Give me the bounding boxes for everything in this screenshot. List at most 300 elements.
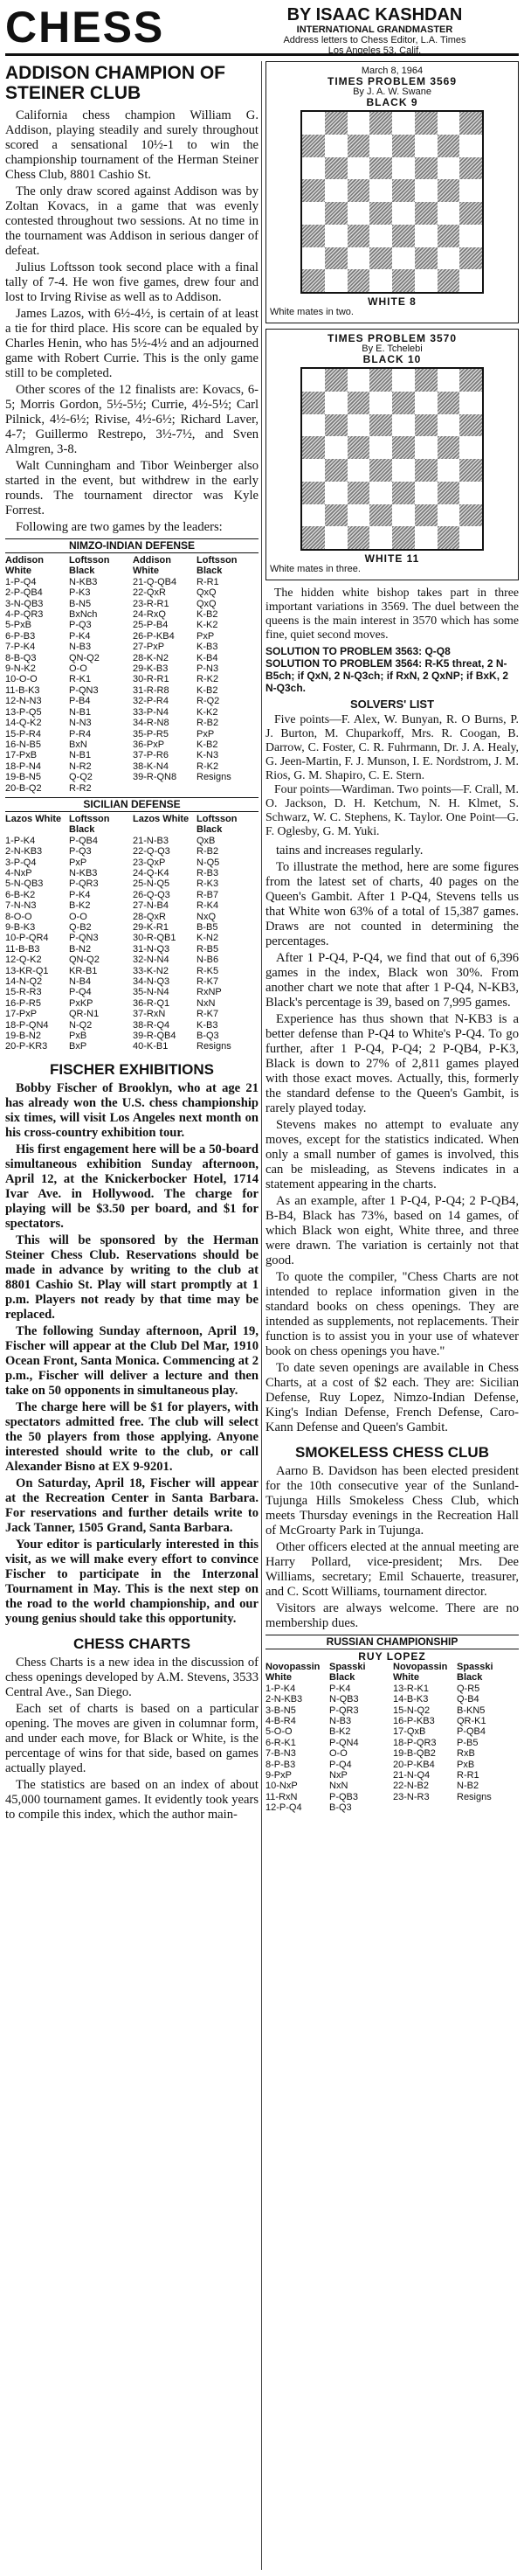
move-cell: BxNch — [69, 609, 98, 621]
move-cell — [133, 783, 195, 794]
board-square — [369, 504, 392, 527]
move-cell: 34-R-N8 — [133, 718, 169, 729]
move-cell: 25-P-B4 — [133, 620, 169, 631]
move-cell: 13-P-Q5 — [5, 706, 42, 718]
move-cell: 8-O-O — [5, 911, 32, 922]
move-cell: N-B4 — [69, 976, 92, 988]
board-square — [302, 482, 325, 504]
board-square — [459, 179, 482, 202]
board-square — [438, 112, 460, 135]
game-title: RUSSIAN CHAMPIONSHIP — [265, 1635, 519, 1649]
board-square — [325, 504, 348, 527]
move-cell: 5-O-O — [265, 1726, 293, 1738]
move-cell: R-K7 — [196, 976, 219, 988]
game-title: NIMZO-INDIAN DEFENSE — [5, 538, 259, 553]
move-cell: 8-B-Q3 — [5, 652, 37, 663]
board-square — [459, 436, 482, 459]
move-cell: R-K1 — [69, 674, 92, 685]
board-square — [415, 157, 438, 180]
move-cell: R-B7 — [196, 889, 219, 900]
move-cell: KR-B1 — [69, 965, 98, 976]
problem-author: By J. A. W. Swane — [353, 87, 431, 97]
board-square — [369, 526, 392, 549]
move-cell: N-B3 — [329, 1716, 352, 1727]
board-square — [438, 179, 460, 202]
white-piece-count: WHITE 8 — [368, 295, 417, 308]
move-cell: 3-N-QB3 — [5, 598, 44, 609]
move-cell: R-K4 — [196, 900, 219, 912]
move-cell: 16-N-B5 — [5, 739, 41, 750]
move-cell: 10-NxP — [265, 1781, 298, 1792]
game-column-header: Spasski Black — [457, 1662, 493, 1684]
board-square — [369, 112, 392, 135]
move-cell: B-Q3 — [329, 1802, 352, 1814]
move-cell: 26-P-KB4 — [133, 630, 175, 642]
board-square — [438, 392, 460, 414]
move-cell: B-N2 — [69, 943, 92, 955]
board-square — [325, 225, 348, 247]
move-cell: BxN — [69, 739, 87, 750]
right-column — [265, 61, 519, 2570]
move-cell: 2-N-KB3 — [265, 1694, 303, 1705]
board-square — [369, 202, 392, 225]
left-column — [5, 61, 259, 2570]
board-square — [348, 179, 370, 202]
board-square — [459, 414, 482, 437]
board-square — [392, 436, 415, 459]
section-heading: SMOKELESS CHESS CLUB — [295, 1444, 489, 1461]
move-cell: R-K5 — [196, 965, 219, 976]
move-cell: 20-P-KR3 — [5, 1041, 48, 1052]
move-cell: 8-P-B3 — [265, 1759, 296, 1770]
move-cell: 4-NxP — [5, 867, 32, 878]
move-cell: QR-N1 — [69, 1009, 100, 1020]
move-cell: NxP — [329, 1770, 348, 1781]
board-square — [415, 112, 438, 135]
board-square — [392, 135, 415, 157]
move-cell: N-QB3 — [329, 1694, 359, 1705]
move-cell: N-B2 — [457, 1781, 479, 1792]
board-square — [459, 482, 482, 504]
move-cell: 21-N-Q4 — [393, 1770, 431, 1781]
move-cell: 15-N-Q2 — [393, 1705, 431, 1716]
board-square — [459, 225, 482, 247]
move-cell: 13-KR-Q1 — [5, 965, 49, 976]
move-cell: K-B2 — [196, 739, 218, 750]
article-paragraph: Your editor is particularly interested in this visit, as we will make every effort to convince Fischer to participate in the Interzonal Tournament in May. This is the next step on the road to the world championship, and our young genius should take this opportunity. — [5, 1537, 259, 1626]
game-title: SICILIAN DEFENSE — [5, 797, 259, 812]
move-cell: B-K2 — [69, 900, 91, 912]
board-square — [415, 459, 438, 482]
board-square — [369, 135, 392, 157]
move-cell: 17-PxB — [5, 750, 38, 761]
board-square — [348, 414, 370, 437]
move-cell: 5-PxB — [5, 620, 31, 631]
move-cell: 12-Q-K2 — [5, 955, 42, 966]
move-cell: Resigns — [196, 772, 231, 783]
move-cell: 37-RxN — [133, 1009, 166, 1020]
board-square — [302, 179, 325, 202]
move-cell: 12-N-N3 — [5, 696, 42, 707]
game-column-header: Lazos White — [5, 813, 62, 824]
board-square — [302, 436, 325, 459]
section-heading: SOLVERS' LIST — [349, 698, 435, 711]
move-cell: K-N2 — [196, 933, 219, 944]
board-square — [415, 504, 438, 527]
board-square — [459, 269, 482, 292]
move-cell: 11-B-K3 — [5, 684, 40, 696]
board-square — [325, 179, 348, 202]
board-square — [348, 247, 370, 270]
board-square — [459, 504, 482, 527]
board-square — [325, 112, 348, 135]
problem-diagram — [265, 61, 519, 323]
move-cell: 4-P-QR3 — [5, 609, 44, 621]
move-cell: 3-B-N5 — [265, 1705, 296, 1716]
move-cell: 15-P-R4 — [5, 728, 41, 739]
board-square — [415, 414, 438, 437]
move-cell: 30-R-QB1 — [133, 933, 176, 944]
board-square — [348, 459, 370, 482]
move-cell: 32-P-R4 — [133, 696, 169, 707]
article-paragraph: Following are two games by the leaders: — [16, 520, 223, 534]
move-cell: P-QR3 — [69, 878, 99, 890]
move-cell: 28-K-N2 — [133, 652, 169, 663]
move-cell: Resigns — [457, 1791, 492, 1802]
board-square — [459, 247, 482, 270]
move-cell: 39-R-QB4 — [133, 1031, 176, 1042]
move-cell: 28-QxR — [133, 911, 166, 922]
move-cell: K-B4 — [196, 652, 218, 663]
chess-board — [300, 367, 484, 551]
move-cell: N-KB3 — [69, 576, 98, 587]
move-cell: 38-R-Q4 — [133, 1019, 170, 1031]
board-square — [392, 202, 415, 225]
move-cell: K-K2 — [196, 620, 218, 631]
board-square — [348, 436, 370, 459]
move-cell: P-QN3 — [69, 684, 99, 696]
board-square — [438, 202, 460, 225]
game-score-table — [5, 555, 259, 794]
move-cell: K-N3 — [196, 750, 219, 761]
board-square — [459, 202, 482, 225]
game-column-header: Spasski Black — [329, 1662, 366, 1684]
board-square — [459, 526, 482, 549]
move-cell: RxB — [457, 1748, 475, 1760]
charts-article-continued — [265, 844, 519, 1435]
move-cell: 19-B-QB2 — [393, 1748, 436, 1760]
board-square — [302, 459, 325, 482]
board-square — [459, 112, 482, 135]
move-cell: 23-QxP — [133, 857, 166, 868]
board-square — [325, 369, 348, 392]
move-cell: K-B3 — [196, 642, 218, 653]
article-paragraph: Walt Cunningham and Tibor Weinberger also started in the event, but withdrew in the early rounds. The tournament director was Kyle Forrest. — [5, 459, 259, 517]
game-column-header: Addison White — [133, 555, 171, 577]
page-title: CHESS — [5, 3, 165, 52]
move-cell: B-B5 — [196, 922, 218, 933]
stipulation: White mates in two. — [270, 307, 354, 317]
board-square — [392, 369, 415, 392]
board-square — [325, 414, 348, 437]
move-cell: B-K2 — [329, 1726, 351, 1738]
stipulation: White mates in three. — [270, 564, 361, 574]
move-cell: P-QB3 — [329, 1791, 359, 1802]
move-cell: N-B6 — [196, 955, 219, 966]
move-cell: P-QR3 — [329, 1705, 359, 1716]
board-square — [325, 247, 348, 270]
move-cell: N-Q2 — [69, 1019, 93, 1031]
move-cell: R-R1 — [457, 1770, 479, 1781]
board-square — [369, 436, 392, 459]
move-cell: 38-K-N4 — [133, 760, 169, 772]
move-cell: R-K7 — [196, 1009, 219, 1020]
move-cell: PxKP — [69, 997, 93, 1009]
move-cell: PxP — [69, 857, 87, 868]
board-square — [438, 225, 460, 247]
solutions — [265, 645, 519, 694]
move-cell: O-O — [69, 911, 87, 922]
article-paragraph: James Lazos, with 6½-4½, is certain of at least a tie for third place. His score can be equaled by Charles Henin, who has 5½-4½ and an adjourned game with Robert Currie. This is the only game still to be completed. — [5, 307, 259, 380]
board-square — [325, 459, 348, 482]
article-paragraph: Visitors are always welcome. There are no membership dues. — [265, 1601, 519, 1630]
move-cell: 11-B-B3 — [5, 943, 40, 955]
article-paragraph: To quote the compiler, "Chess Charts are not intended to replace information given in the standard books on chess openings. They are intended as supplements, not replacements. Their function is to assist you in your use of whatever book on chess openings you have." — [265, 1270, 519, 1358]
move-cell: QR-K1 — [457, 1716, 486, 1727]
move-cell: NxN — [329, 1781, 348, 1792]
board-square — [302, 157, 325, 180]
move-cell: 22-QxR — [133, 587, 166, 599]
move-cell: 32-N-N4 — [133, 955, 169, 966]
move-cell: 2-P-QB4 — [5, 587, 43, 599]
board-square — [325, 526, 348, 549]
board-square — [415, 436, 438, 459]
move-cell: P-K4 — [69, 889, 91, 900]
move-cell: K-B2 — [196, 684, 218, 696]
article-body — [5, 108, 259, 535]
move-cell: 23-R-R1 — [133, 598, 169, 609]
column-divider — [261, 61, 262, 2570]
article-headline: ADDISON CHAMPION OF STEINER CLUB — [5, 63, 225, 103]
problem-title: TIMES PROBLEM 3570 — [327, 332, 458, 344]
fischer-article — [5, 1081, 259, 1627]
section-heading: FISCHER EXHIBITIONS — [50, 1060, 214, 1078]
game-column-header: Loftsson Black — [196, 555, 238, 577]
article-paragraph: His first engagement here will be a 50-board simultaneous exhibition Sunday afternoon, April 12, at the Knickerbocker Hotel, 1714 Ivar Ave. in Hollywood. The charge for playing will be $3.50 per board, and $1 for spectators. — [5, 1142, 259, 1231]
board-square — [392, 157, 415, 180]
board-square — [348, 482, 370, 504]
board-square — [392, 414, 415, 437]
move-cell: 26-Q-Q3 — [133, 889, 170, 900]
board-square — [438, 436, 460, 459]
move-cell: 19-B-N2 — [5, 1031, 41, 1042]
move-cell: NxN — [196, 997, 216, 1009]
move-cell: 4-B-R4 — [265, 1716, 296, 1727]
move-cell: N-B1 — [69, 706, 92, 718]
move-cell: R-Q2 — [196, 696, 220, 707]
move-cell: RxNP — [196, 987, 222, 998]
opening-name: RUY LOPEZ — [358, 1650, 426, 1663]
move-cell: R-K2 — [196, 674, 219, 685]
move-cell: 18-P-QN4 — [5, 1019, 49, 1031]
board-square — [369, 392, 392, 414]
board-square — [369, 157, 392, 180]
byline-block — [231, 5, 519, 56]
board-square — [392, 459, 415, 482]
game-column-header: Novopassin White — [265, 1662, 321, 1684]
move-cell: QxB — [196, 835, 216, 846]
board-square — [392, 526, 415, 549]
move-cell: N-N3 — [69, 718, 92, 729]
article-paragraph: The charge here will be $1 for players, with spectators admitted free. The club will select the 50 players from those applying. Anyone interested should write to the club, or call Alexander Bisno at EX 9-9201. — [5, 1399, 259, 1474]
move-cell — [457, 1802, 519, 1813]
board-square — [438, 135, 460, 157]
board-square — [438, 269, 460, 292]
move-cell: R-B2 — [196, 846, 219, 858]
article-paragraph: tains and increases regularly. — [276, 844, 424, 858]
board-square — [348, 504, 370, 527]
board-square — [369, 179, 392, 202]
address-line: Address letters to Chess Editor, L.A. Times — [283, 35, 466, 45]
move-cell: 25-N-Q5 — [133, 878, 170, 890]
solvers-list: Four points—Wardiman. Two points—F. Crall, M. O. Jackson, D. H. Ketchum, N. H. Klmet, S. Schwarz, W. C. Stephens, K. Taylor. One Point—G. F. Oglesby, G. M. Yuki. — [265, 782, 519, 837]
move-cell: R-B3 — [196, 867, 219, 878]
section-heading: CHESS CHARTS — [72, 1635, 191, 1652]
article-paragraph: This will be sponsored by the Herman Steiner Chess Club. Reservations should be made in advance by writing to the club at 8801 Cashio St. Play will start promptly at 1 p.m. Players not ready by that time may be replaced. — [5, 1232, 259, 1322]
white-piece-count: WHITE 11 — [364, 552, 420, 565]
move-cell: P-B5 — [457, 1737, 479, 1748]
board-square — [459, 135, 482, 157]
game-column-header: Loftsson Black — [69, 813, 110, 836]
move-cell: 22-N-B2 — [393, 1781, 429, 1792]
board-square — [459, 459, 482, 482]
board-square — [415, 247, 438, 270]
board-square — [325, 202, 348, 225]
board-square — [348, 269, 370, 292]
move-cell: 14-N-Q2 — [5, 976, 43, 988]
article-paragraph: The only draw scored against Addison was by Zoltan Kovacs, in a game that was evenly contested throughout two sessions. At no time in the tournament was Addison in serious danger of defeat. — [5, 184, 259, 258]
move-cell: 14-B-K3 — [393, 1694, 429, 1705]
move-cell: R-K2 — [196, 760, 219, 772]
move-cell: 18-P-N4 — [5, 760, 41, 772]
board-square — [348, 225, 370, 247]
board-square — [459, 157, 482, 180]
move-cell: 21-N-B3 — [133, 835, 169, 846]
move-cell: R-R2 — [69, 782, 92, 794]
board-square — [438, 369, 460, 392]
move-cell: 7-B-N3 — [265, 1748, 296, 1760]
board-square — [302, 369, 325, 392]
move-cell: 27-N-B4 — [133, 900, 169, 912]
board-square — [438, 459, 460, 482]
game-score-table — [5, 814, 259, 1052]
article-paragraph: Each set of charts is based on a particular opening. The moves are given in columnar form, and under each move, for Black or White, is the percentage of wins for that side, based on games actually played. — [5, 1701, 259, 1775]
move-cell: R-B2 — [196, 718, 219, 729]
board-square — [325, 392, 348, 414]
board-square — [415, 225, 438, 247]
move-cell: 40-K-B1 — [133, 1041, 169, 1052]
game-column-header: Lazos White — [133, 813, 190, 824]
problem-date: March 8, 1964 — [361, 66, 424, 76]
board-square — [302, 414, 325, 437]
board-square — [415, 369, 438, 392]
board-square — [415, 202, 438, 225]
problem-author: By E. Tchelebi — [362, 344, 423, 354]
article-paragraph: Chess Charts is a new idea in the discussion of chess openings developed by A.M. Stevens, 3533 Central Ave., San Diego. — [5, 1655, 259, 1699]
board-square — [302, 112, 325, 135]
move-cell: Q-R5 — [457, 1683, 480, 1694]
move-cell: 29-K-B3 — [133, 663, 169, 675]
move-cell: N-B1 — [69, 750, 92, 761]
move-cell: B-N5 — [69, 598, 92, 609]
board-square — [348, 157, 370, 180]
board-square — [459, 369, 482, 392]
game-column-header: Loftsson Black — [69, 555, 110, 577]
move-cell: 5-N-QB3 — [5, 878, 44, 890]
solvers-list: Five points—F. Alex, W. Bunyan, R. O Burns, P. J. Burton, M. Chuparkoff, Mrs. R. Coogan, B. Darrow, C. Foster, C. R. Fuhrmann, Dr. J. A. Healy, G. Jeen-Martin, F. J. Munson, I. E. Nordstrom, J. M. Rios, G. M. Shapiro, C. E. Stern. — [265, 712, 519, 781]
move-cell: QN-Q2 — [69, 955, 100, 966]
move-cell: P-QB4 — [69, 835, 99, 846]
board-square — [415, 179, 438, 202]
board-square — [369, 482, 392, 504]
move-cell: P-Q3 — [69, 846, 92, 858]
board-square — [325, 157, 348, 180]
move-cell: 30-R-R1 — [133, 674, 169, 685]
move-cell: 17-PxP — [5, 1009, 38, 1020]
board-square — [348, 526, 370, 549]
board-square — [438, 247, 460, 270]
black-piece-count: BLACK 9 — [366, 96, 418, 108]
article-paragraph: Other officers elected at the annual meeting are Harry Pollard, vice-president; Mrs. Dee Williams, secretary; Emil Schauerte, treasurer, and C. Scott Williams, tournament director. — [265, 1540, 519, 1599]
board-square — [392, 482, 415, 504]
move-cell: R-K3 — [196, 878, 219, 890]
board-square — [369, 414, 392, 437]
board-square — [348, 369, 370, 392]
move-cell: 10-O-O — [5, 674, 38, 685]
move-cell: 23-N-R3 — [393, 1791, 430, 1802]
move-cell: 6-P-B3 — [5, 630, 36, 642]
board-square — [302, 202, 325, 225]
board-square — [415, 526, 438, 549]
move-cell: 3-P-Q4 — [5, 857, 37, 868]
move-cell: 10-P-QR4 — [5, 933, 49, 944]
board-square — [325, 436, 348, 459]
game-score-table — [265, 1662, 519, 1814]
board-square — [325, 135, 348, 157]
board-square — [392, 269, 415, 292]
move-cell: N-KB3 — [69, 867, 98, 878]
move-cell: 16-P-R5 — [5, 997, 41, 1009]
board-square — [369, 225, 392, 247]
move-cell: 9-B-K3 — [5, 922, 36, 933]
article-paragraph: Aarno B. Davidson has been elected president for the 10th consecutive year of the Sunland-Tujunga Hills Smokeless Chess Club, which meets Thursday evenings in the Recreation Hall of McGroarty Park in Tujunga. — [265, 1464, 519, 1538]
board-square — [348, 112, 370, 135]
move-cell: PxP — [196, 630, 215, 642]
move-cell: Q-B4 — [457, 1694, 479, 1705]
game-column-header: Addison White — [5, 555, 44, 577]
move-cell: 6-B-K2 — [5, 889, 36, 900]
board-square — [392, 179, 415, 202]
move-cell: Q-B2 — [69, 922, 92, 933]
masthead — [5, 3, 519, 56]
move-cell: K-B3 — [196, 1019, 218, 1031]
board-square — [302, 135, 325, 157]
move-cell: N-R2 — [69, 760, 92, 772]
move-cell: 6-R-K1 — [265, 1737, 296, 1748]
move-cell: NxQ — [196, 911, 216, 922]
board-square — [369, 269, 392, 292]
move-cell: 35-P-R5 — [133, 728, 169, 739]
